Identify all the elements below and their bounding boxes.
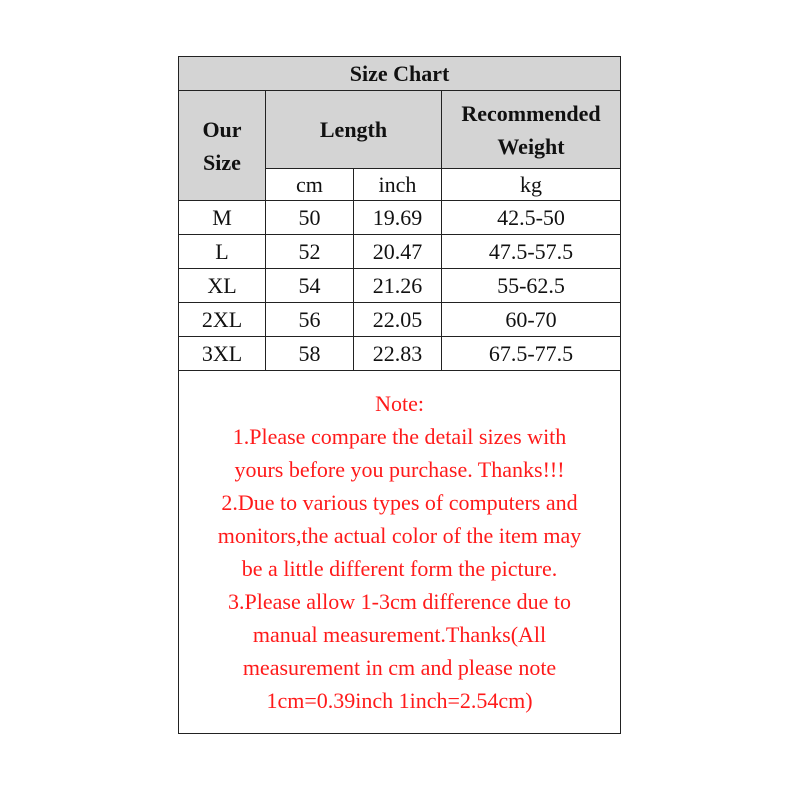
kg-cell: 67.5-77.5 [442, 337, 621, 371]
weight-header [442, 91, 621, 169]
unit-kg: kg [442, 169, 621, 201]
size-cell: M [179, 201, 266, 235]
our-size-header-line1: Our [202, 116, 242, 142]
table-row [179, 201, 621, 235]
size-chart-table [178, 56, 621, 734]
header-row [179, 91, 621, 169]
note-heading: Note: [375, 391, 424, 416]
chart-title: Size Chart [179, 57, 621, 91]
inch-cell: 21.26 [354, 269, 442, 303]
note-line: monitors,the actual color of the item may [217, 523, 582, 548]
kg-cell: 42.5-50 [442, 201, 621, 235]
cm-cell: 56 [266, 303, 354, 337]
size-cell: XL [179, 269, 266, 303]
size-cell: L [179, 235, 266, 269]
table-row [179, 303, 621, 337]
length-header: Length [266, 91, 442, 169]
note-line: 1cm=0.39inch 1inch=2.54cm) [266, 688, 533, 713]
our-size-header-line2: Size [203, 149, 241, 175]
kg-cell: 60-70 [442, 303, 621, 337]
weight-header-line2: Weight [497, 133, 565, 159]
table-row [179, 337, 621, 371]
note-line: 3.Please allow 1-3cm difference due to [228, 589, 571, 614]
size-cell: 3XL [179, 337, 266, 371]
note-line: yours before you purchase. Thanks!!! [234, 457, 565, 482]
note-block [179, 371, 621, 734]
size-cell: 2XL [179, 303, 266, 337]
unit-inch: inch [354, 169, 442, 201]
title-row [179, 57, 621, 91]
cm-cell: 50 [266, 201, 354, 235]
our-size-header [179, 91, 266, 201]
cm-cell: 58 [266, 337, 354, 371]
cm-cell: 52 [266, 235, 354, 269]
cm-cell: 54 [266, 269, 354, 303]
table-row [179, 235, 621, 269]
note-line: 1.Please compare the detail sizes with [232, 424, 567, 449]
inch-cell: 19.69 [354, 201, 442, 235]
note-row [179, 371, 621, 734]
inch-cell: 20.47 [354, 235, 442, 269]
inch-cell: 22.83 [354, 337, 442, 371]
note-line: be a little different form the picture. [241, 556, 558, 581]
unit-cm: cm [266, 169, 354, 201]
kg-cell: 47.5-57.5 [442, 235, 621, 269]
inch-cell: 22.05 [354, 303, 442, 337]
note-line: measurement in cm and please note [242, 655, 557, 680]
note-line: 2.Due to various types of computers and [221, 490, 578, 515]
weight-header-line1: Recommended [461, 100, 601, 126]
table-row [179, 269, 621, 303]
note-line: manual measurement.Thanks(All [252, 622, 547, 647]
kg-cell: 55-62.5 [442, 269, 621, 303]
